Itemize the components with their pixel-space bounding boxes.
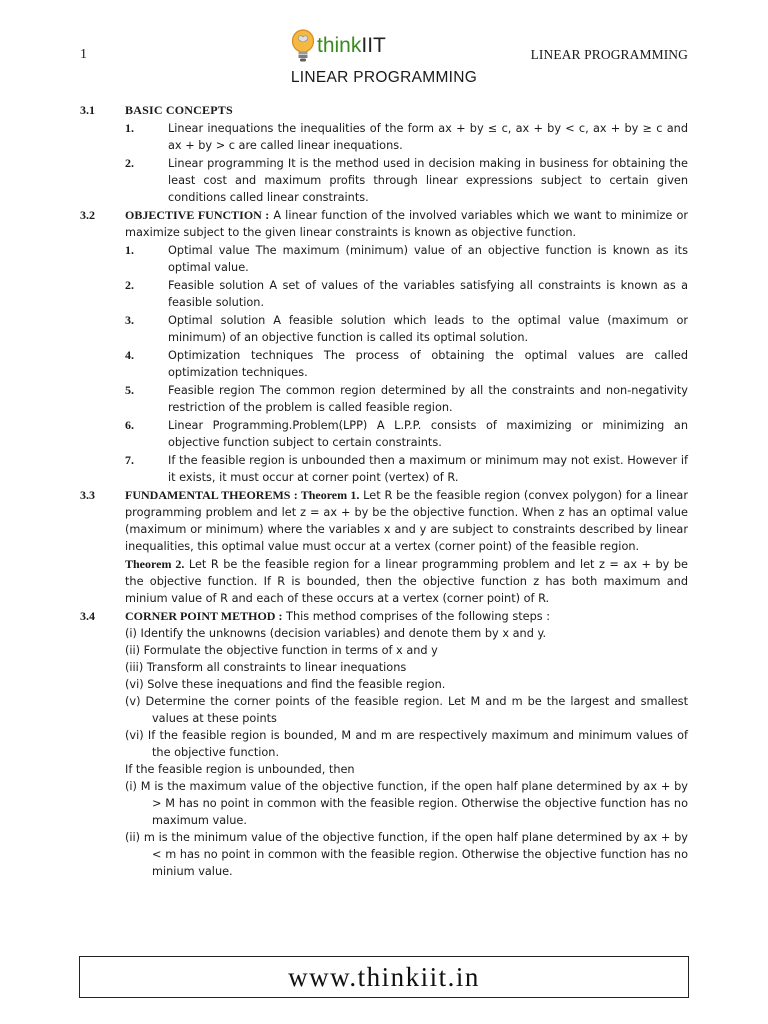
method-step: (ii) Formulate the objective function in terms of x and y [125,644,438,657]
list-item: 7. If the feasible region is unbounded then a maximum or minimum may not exist. However if it exists, it must occur at corner point (vertex) of R. [125,453,688,484]
running-header: LINEAR PROGRAMMING [530,47,688,62]
list-item: 2. Linear programming It is the method used in decision making in business for obtaining the least cost and maximum profits through linear expressions subject to certain given conditions called linear constraints. [125,156,688,204]
theorem-1: FUNDAMENTAL THEOREMS : Theorem 1. Let R be the feasible region (convex polygon) for a linear programming problem and let z = ax + by be the objective function. When z has an optimal value (maximum or minimum) where the variables x and y are subject to constraints described by linear inequalities, this optimal value must occur at a vertex (corner point) of the feasible region. [125,488,688,553]
page-number: 1 [80,47,87,62]
method-step: (iii) Transform all constraints to linear inequations [125,661,407,674]
unbounded-step: (ii) m is the minimum value of the objective function, if the open half plane determined by ax + by < m has no point in common with the feasible region. Otherwise the objective function has no minium value. [125,831,688,878]
list-item: 6. Linear Programming.Problem(LPP) A L.P.P. consists of maximizing or minimizing an objective function subject to certain constraints. [125,418,688,449]
section-heading: OBJECTIVE FUNCTION : [125,208,270,222]
section-3-2 [80,207,688,486]
method-step: (i) Identify the unknowns (decision variables) and denote them by x and y. [125,627,547,640]
footer-url[interactable]: www.thinkiit.in [288,961,480,992]
document-body [80,101,688,880]
method-step: (v) Determine the corner points of the feasible region. Let M and m be the largest and smallest values at these points [125,695,688,725]
list-item: 4. Optimization techniques The process of obtaining the optimal values are called optimization techniques. [125,348,688,379]
thinkiit-logo [290,26,386,66]
theorem-2: Theorem 2. Let R be the feasible region for a linear programming problem and let z = ax + by be the objective function. If R is bounded, then the objective function z has both maximum and minium value of R and each of these occurs at a vertex (corner point) of R. [125,557,688,605]
page-title: LINEAR PROGRAMMING [290,69,478,86]
section-intro: CORNER POINT METHOD : This method comprises of the following steps : [125,609,551,623]
method-step: (vi) Solve these inequations and find the feasible region. [125,678,446,691]
list-item: 3. Optimal solution A feasible solution which leads to the optimal value (maximum or minimum) of an objective function is called its optimal solution. [125,313,688,344]
list-item: 1. Optimal value The maximum (minimum) value of an objective function is known as its optimal value. [125,243,688,274]
section-heading: CORNER POINT METHOD : [125,609,283,623]
unbounded-intro: If the feasible region is unbounded, then [125,763,355,776]
section-heading: BASIC CONCEPTS [125,103,233,117]
lightbulb-icon [290,28,316,64]
method-step: (vi) If the feasible region is bounded, M and m are respectively maximum and minimum values of the objective function. [125,729,688,759]
unbounded-step: (i) M is the maximum value of the objective function, if the open half plane determined by ax + by > M has no point in common with the feasible region. Otherwise the objective function has no maximum value. [125,780,688,827]
list-item: 1. Linear inequations the inequalities of the form ax + by ≤ c, ax + by < c, ax + by ≥ c and ax + by > c are called linear inequations. [125,121,688,152]
list-item: 5. Feasible region The common region determined by all the constraints and non-negativity restriction of the problem is called feasible region. [125,383,688,414]
section-3-3 [80,487,688,607]
section-heading: FUNDAMENTAL THEOREMS : Theorem 1. [125,488,360,502]
section-number: 3.1 [80,103,95,117]
section-number: 3.2 [80,208,95,222]
logo-wordmark: thinkIIT [317,34,386,57]
footer-banner [79,956,689,998]
list-item: 2. Feasible solution A set of values of the variables satisfying all constraints is known as a feasible solution. [125,278,688,309]
section-3-4 [80,608,688,880]
section-intro: OBJECTIVE FUNCTION : A linear function of the involved variables which we want to minimize or maximize subject to the given linear constraints is known as objective function. [125,208,688,239]
theorem-label: Theorem 2. [125,557,185,571]
section-3-1 [80,102,688,206]
section-number: 3.3 [80,488,95,502]
section-number: 3.4 [80,609,95,623]
